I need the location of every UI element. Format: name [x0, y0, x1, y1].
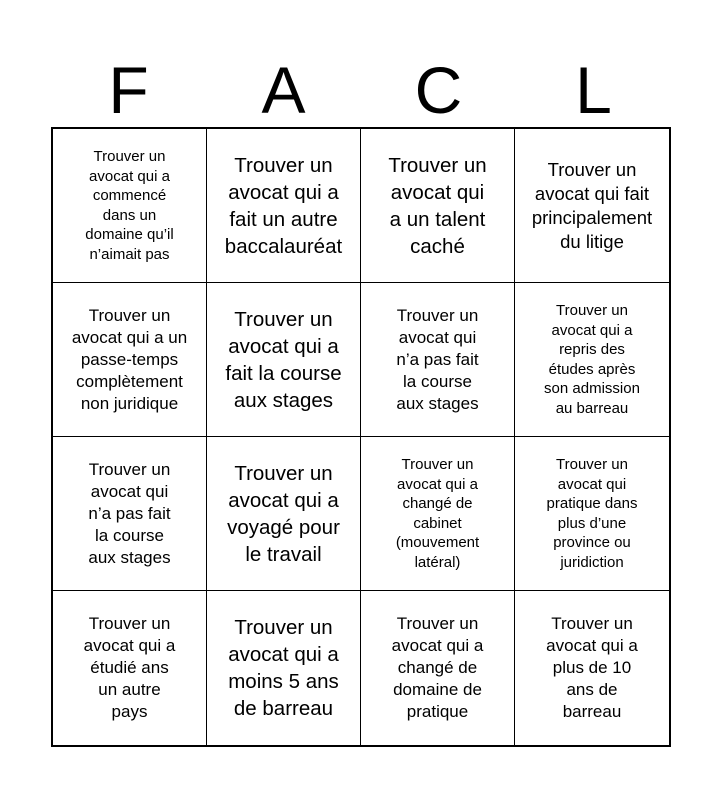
- bingo-cell-text: Trouver un avocat qui fait principalement du litige: [531, 158, 653, 252]
- bingo-cell-r3c4[interactable]: [515, 437, 669, 591]
- bingo-cell-r2c3[interactable]: [361, 283, 515, 437]
- header-letter-a: A: [261, 53, 306, 127]
- bingo-cell-text: Trouver un avocat qui a plus de 10 ans de barreau: [546, 614, 638, 721]
- bingo-cell-text: Trouver un avocat qui a un talent caché: [388, 153, 487, 258]
- bingo-board: [51, 127, 671, 747]
- bingo-cell-text: Trouver un avocat qui a moins 5 ans de barreau: [228, 616, 339, 720]
- bingo-cell-r1c1[interactable]: [53, 129, 207, 283]
- bingo-cell-r4c2[interactable]: [207, 591, 361, 745]
- bingo-cell-text: Trouver un avocat qui pratique dans plus d’une province ou juridiction: [546, 456, 638, 571]
- bingo-cell-text: Trouver un avocat qui a commencé dans un domaine qu’il n’aimait pas: [85, 148, 174, 263]
- bingo-cell-r3c1[interactable]: [53, 437, 207, 591]
- header-letter-c: C: [414, 53, 463, 127]
- bingo-header: [51, 52, 671, 128]
- bingo-cell-r2c2[interactable]: [207, 283, 361, 437]
- bingo-cell-text: Trouver un avocat qui a repris des études après son admission au barreau: [544, 302, 640, 417]
- bingo-cell-r2c1[interactable]: [53, 283, 207, 437]
- bingo-cell-text: Trouver un avocat qui a changé de domaine de pratique: [391, 614, 484, 721]
- bingo-cell-r4c4[interactable]: [515, 591, 669, 745]
- bingo-cell-r3c2[interactable]: [207, 437, 361, 591]
- bingo-cell-r1c3[interactable]: [361, 129, 515, 283]
- bingo-cell-r4c3[interactable]: [361, 591, 515, 745]
- bingo-cell-r1c2[interactable]: [207, 129, 361, 283]
- header-letter-f: F: [108, 53, 149, 127]
- bingo-cell-text: Trouver un avocat qui a un passe-temps complètement non juridique: [71, 305, 188, 413]
- bingo-cell-r3c3[interactable]: [361, 437, 515, 591]
- bingo-cell-text: Trouver un avocat qui n’a pas fait la course aux stages: [396, 305, 479, 413]
- bingo-cell-text: Trouver un avocat qui a fait un autre baccalauréat: [224, 153, 343, 258]
- bingo-cell-text: Trouver un avocat qui a fait la course aux stages: [225, 307, 342, 412]
- bingo-cell-r2c4[interactable]: [515, 283, 669, 437]
- bingo-cell-text: Trouver un avocat qui a étudié ans un autre pays: [83, 614, 176, 721]
- bingo-cell-text: Trouver un avocat qui n’a pas fait la course aux stages: [88, 459, 171, 567]
- bingo-cell-text: Trouver un avocat qui a voyagé pour le travail: [227, 461, 340, 566]
- bingo-cell-r4c1[interactable]: [53, 591, 207, 745]
- header-letter-l: L: [575, 53, 612, 127]
- bingo-cell-r1c4[interactable]: [515, 129, 669, 283]
- bingo-cell-text: Trouver un avocat qui a changé de cabinet (mouvement latéral): [395, 456, 480, 571]
